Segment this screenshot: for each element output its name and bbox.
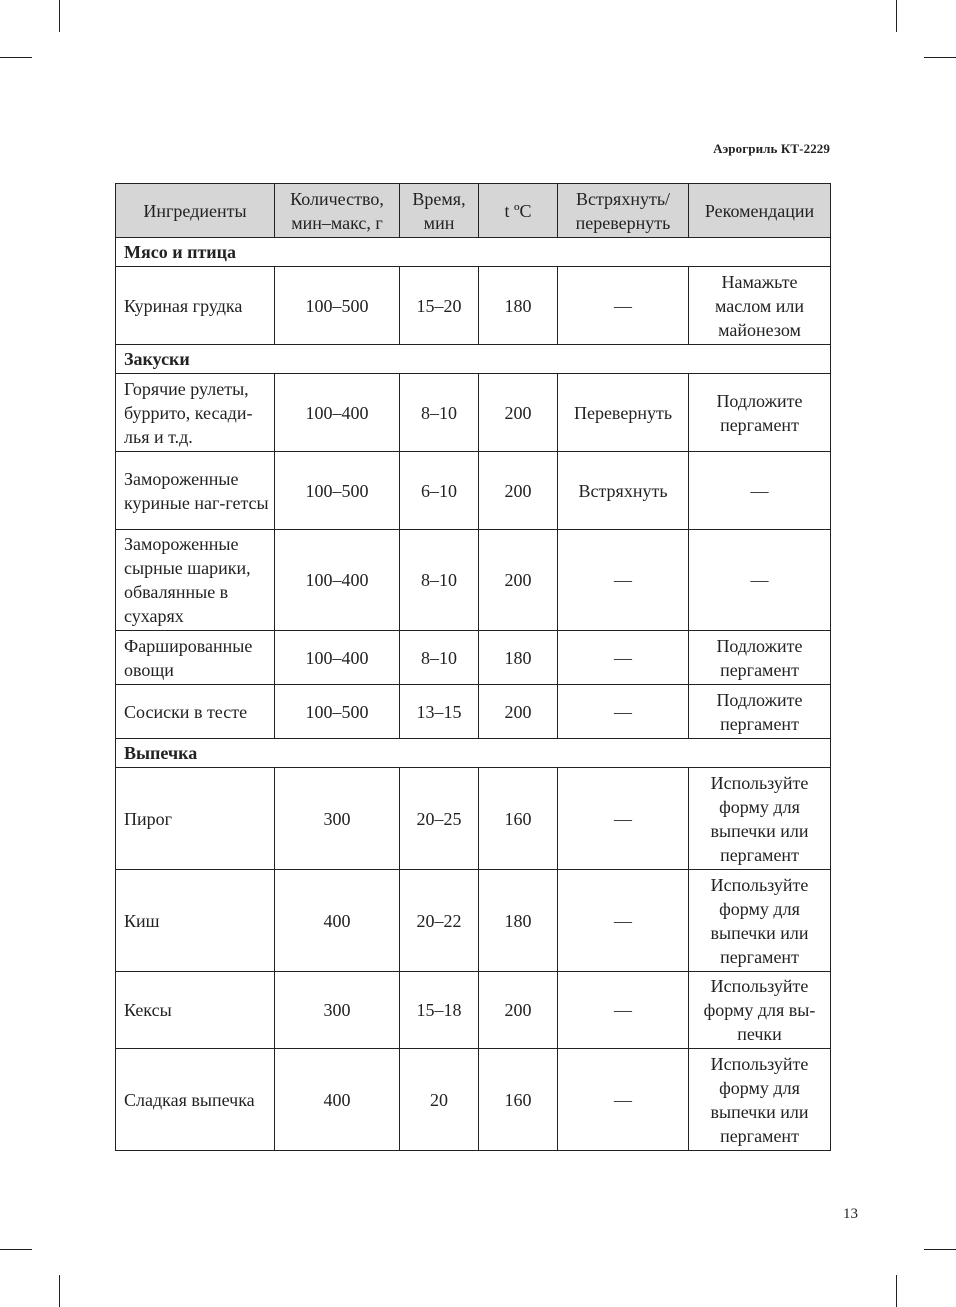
- ingredient-cell: Сладкая выпечка: [116, 1049, 275, 1151]
- recommendation-cell: Используйте форму для вы-печки: [689, 972, 831, 1049]
- crop-mark: [59, 1275, 60, 1307]
- table-row: [116, 768, 831, 870]
- shake-flip-cell: —: [558, 631, 689, 685]
- shake-flip-cell: —: [558, 1049, 689, 1151]
- recommendation-cell: —: [689, 452, 831, 530]
- shake-flip-cell: —: [558, 768, 689, 870]
- temperature-cell: 160: [479, 768, 558, 870]
- recommendation-cell: Намажьте маслом или майонезом: [689, 267, 831, 345]
- shake-flip-cell: Встряхнуть: [558, 452, 689, 530]
- recommendation-cell: Подложите пергамент: [689, 374, 831, 452]
- temperature-cell: 200: [479, 530, 558, 631]
- table-row: [116, 374, 831, 452]
- temperature-cell: 200: [479, 374, 558, 452]
- table-row: [116, 685, 831, 739]
- quantity-cell: 100–500: [275, 452, 400, 530]
- temperature-cell: 200: [479, 685, 558, 739]
- section-header-row: [116, 739, 831, 768]
- recommendation-cell: Используйте форму для выпечки или пергамент: [689, 768, 831, 870]
- recommendation-cell: Используйте форму для выпечки или пергамент: [689, 870, 831, 972]
- column-header-recommendation: Рекомендации: [689, 184, 831, 238]
- time-cell: 15–20: [400, 267, 479, 345]
- column-header-time: Время, мин: [400, 184, 479, 238]
- ingredient-cell: Кексы: [116, 972, 275, 1049]
- temperature-cell: 180: [479, 267, 558, 345]
- section-header-row: [116, 345, 831, 374]
- crop-mark: [924, 1249, 956, 1250]
- recommendation-cell: Подложите пергамент: [689, 685, 831, 739]
- page-number: 13: [843, 1206, 858, 1222]
- shake-flip-cell: —: [558, 972, 689, 1049]
- quantity-cell: 100–400: [275, 374, 400, 452]
- time-cell: 15–18: [400, 972, 479, 1049]
- crop-mark: [896, 0, 897, 32]
- crop-mark: [0, 1249, 32, 1250]
- time-cell: 8–10: [400, 631, 479, 685]
- crop-mark: [0, 57, 32, 58]
- section-header-row: [116, 238, 831, 267]
- ingredient-cell: Замороженные куриные наг-гетсы: [116, 452, 275, 530]
- shake-flip-cell: —: [558, 685, 689, 739]
- table-row: [116, 870, 831, 972]
- ingredient-cell: Сосиски в тесте: [116, 685, 275, 739]
- time-cell: 13–15: [400, 685, 479, 739]
- column-header-ingredient: Ингредиенты: [116, 184, 275, 238]
- quantity-cell: 100–400: [275, 530, 400, 631]
- quantity-cell: 100–500: [275, 685, 400, 739]
- column-header-quantity: Количество, мин–макс, г: [275, 184, 400, 238]
- temperature-cell: 160: [479, 1049, 558, 1151]
- quantity-cell: 300: [275, 972, 400, 1049]
- time-cell: 6–10: [400, 452, 479, 530]
- table-row: [116, 631, 831, 685]
- ingredient-cell: Замороженные сырные шарики, обвалянные в сухарях: [116, 530, 275, 631]
- section-title: Закуски: [116, 345, 831, 374]
- table-header-row: [116, 184, 831, 238]
- recommendation-cell: Используйте форму для выпечки или пергамент: [689, 1049, 831, 1151]
- time-cell: 20–25: [400, 768, 479, 870]
- crop-mark: [59, 0, 60, 32]
- quantity-cell: 300: [275, 768, 400, 870]
- column-header-temperature: t ºC: [479, 184, 558, 238]
- table-row: [116, 1049, 831, 1151]
- temperature-cell: 200: [479, 452, 558, 530]
- quantity-cell: 400: [275, 1049, 400, 1151]
- quantity-cell: 100–400: [275, 631, 400, 685]
- ingredient-cell: Фаршированные овощи: [116, 631, 275, 685]
- temperature-cell: 180: [479, 870, 558, 972]
- temperature-cell: 200: [479, 972, 558, 1049]
- temperature-cell: 180: [479, 631, 558, 685]
- recommendation-cell: —: [689, 530, 831, 631]
- cooking-table: [115, 183, 831, 1151]
- time-cell: 20: [400, 1049, 479, 1151]
- ingredient-cell: Пирог: [116, 768, 275, 870]
- quantity-cell: 400: [275, 870, 400, 972]
- crop-mark: [924, 57, 956, 58]
- table-row: [116, 452, 831, 530]
- shake-flip-cell: —: [558, 267, 689, 345]
- section-title: Мясо и птица: [116, 238, 831, 267]
- shake-flip-cell: —: [558, 870, 689, 972]
- ingredient-cell: Горячие рулеты, буррито, кесади-лья и т.д.: [116, 374, 275, 452]
- table-row: [116, 530, 831, 631]
- crop-mark: [896, 1275, 897, 1307]
- time-cell: 8–10: [400, 530, 479, 631]
- ingredient-cell: Киш: [116, 870, 275, 972]
- recommendation-cell: Подложите пергамент: [689, 631, 831, 685]
- table-row: [116, 267, 831, 345]
- table-row: [116, 972, 831, 1049]
- shake-flip-cell: Перевернуть: [558, 374, 689, 452]
- ingredient-cell: Куриная грудка: [116, 267, 275, 345]
- page-header-title: Аэрогриль КТ-2229: [713, 141, 830, 156]
- section-title: Выпечка: [116, 739, 831, 768]
- time-cell: 8–10: [400, 374, 479, 452]
- column-header-shake-flip: Встряхнуть/ перевернуть: [558, 184, 689, 238]
- time-cell: 20–22: [400, 870, 479, 972]
- quantity-cell: 100–500: [275, 267, 400, 345]
- shake-flip-cell: —: [558, 530, 689, 631]
